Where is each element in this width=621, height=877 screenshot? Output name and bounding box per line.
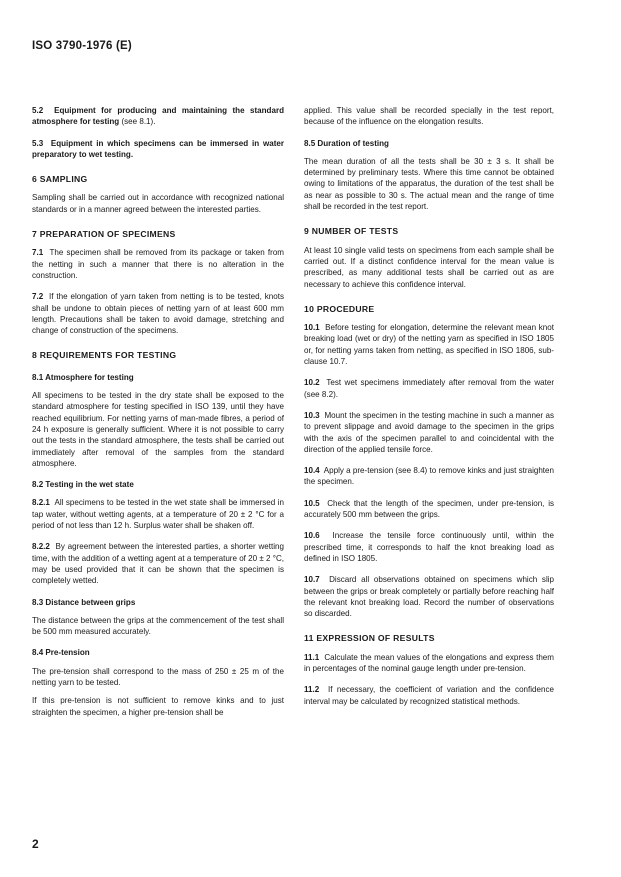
section-heading-preparation: 7 PREPARATION OF SPECIMENS <box>32 229 176 240</box>
clause-number: 10.1 <box>304 323 320 333</box>
paragraph: The distance between the grips at the commencement of the test shall be 500 mm measured accurately. <box>32 615 284 637</box>
clause-text: Increase the tensile force continuously until, within the prescribed time, it corresponds to half the knot breaking load as defined in ISO 1805. <box>304 531 554 563</box>
clause-text: By agreement between the interested parties, a shorter wetting time, with the addition of a wetting agent at a temperature of 20 ± 2 °C, may be used provided that it can be shown that the specimen is completely wetted. <box>32 542 284 586</box>
clause-number: 10.4 <box>304 466 320 476</box>
clause-10-4 <box>304 465 554 488</box>
clause-10-7 <box>304 574 554 619</box>
clause-title: Equipment in which specimens can be immersed in water preparatory to wet testing. <box>32 138 284 159</box>
paragraph: All specimens to be tested in the dry state shall be exposed to the standard atmosphere for testing specified in ISO 139, until they have reached equilibrium. For netting yarns of man-made fibres, a period of 24 h exposure is generally sufficient. Where it is not possible to carry out the tests in the standard atmosphere, the tests shall be carried out immediately after removal of the samples from the standard atmosphere. <box>32 391 284 468</box>
paragraph: At least 10 single valid tests on specimens from each sample shall be carried out. If a distinct confidence interval for the mean value is prescribed, as many additional tests shall be carried out as are necessary to achieve this confidence interval. <box>304 245 554 289</box>
clause-text: Mount the specimen in the testing machine in such a manner as to prevent slippage and avoid damage to the specimen in the grips with the axis of the specimen parallel to and coincidental with the direction of the applied tensile force. <box>304 410 554 454</box>
clause-7-1 <box>32 247 284 281</box>
clause-text: Before testing for elongation, determine the relevant mean knot breaking load (wet or dry) of the netting yarn as specified in ISO 1805 or, for netting yarns taken from netting, as specified in ISO 1806, sub-clause 10.7. <box>304 323 554 367</box>
clause-number: 8.2.2 <box>32 542 50 552</box>
clause-10-5 <box>304 498 554 521</box>
section-heading-number-of-tests: 9 NUMBER OF TESTS <box>304 226 399 237</box>
paragraph-continued: applied. This value shall be recorded specially in the test report, because of the influence on the elongation results. <box>304 106 554 127</box>
paragraph: The mean duration of all the tests shall be 30 ± 3 s. It shall be determined by preliminary tests. Where this time cannot be obtained owing to limitations of the apparatus, the duration of the test shall be as near as possible to 30 s. The actual mean and the range of time shall be recorded in the test report. <box>304 156 554 212</box>
clause-number: 10.6 <box>304 531 320 541</box>
clause-text: Apply a pre-tension (see 8.4) to remove kinks and just straighten the specimen. <box>304 466 554 487</box>
clause-5-3 <box>32 138 284 161</box>
clause-text: If the elongation of yarn taken from netting is to be tested, knots shall be undone to obtain pieces of netting yarn of at least 600 mm length. Precautions shall be taken to avoid damage, stretching and change of construction of the specimens. <box>32 292 284 336</box>
clause-number: 10.7 <box>304 575 320 585</box>
clause-number: 8.2.1 <box>32 498 50 508</box>
clause-number: 11.1 <box>304 652 320 662</box>
page-number: 2 <box>32 837 39 851</box>
clause-10-1 <box>304 322 554 367</box>
clause-text: All specimens to be tested in the wet state shall be immersed in tap water, without wetting agents, at a temperature of 20 ± 2 °C for a period of not less than 12 h. Surplus water shall be shaken off. <box>32 498 284 531</box>
clause-text: Discard all observations obtained on specimens which slip between the grips or break completely or partially before reaching half the relevant knot breaking load. Record the number of observations so discarded. <box>304 575 554 619</box>
right-column <box>304 105 554 707</box>
clause-text: If necessary, the coefficient of variation and the confidence interval may be calculated by recognized statistical methods. <box>304 685 554 706</box>
clause-11-1 <box>304 652 554 675</box>
clause-10-6 <box>304 530 554 564</box>
document-id: ISO 3790-1976 (E) <box>32 40 132 52</box>
clause-number: 5.2 <box>32 106 44 115</box>
clause-10-3 <box>304 410 554 455</box>
subclause-heading: 8.3 Distance between grips <box>32 597 136 607</box>
clause-text: Test wet specimens immediately after removal from the water (see 8.2). <box>304 378 554 399</box>
section-heading-sampling: 6 SAMPLING <box>32 174 88 185</box>
clause-5-2 <box>32 105 284 128</box>
subclause-heading: 8.5 Duration of testing <box>304 138 389 148</box>
clause-text: Check that the length of the specimen, under pre-tension, is accurately 500 mm between the grips. <box>304 498 554 520</box>
clause-11-2 <box>304 684 554 707</box>
clause-number: 5.3 <box>32 138 44 148</box>
clause-number: 7.2 <box>32 292 44 302</box>
paragraph: The pre-tension shall correspond to the mass of 250 ± 25 m of the netting yarn to be tested. <box>32 666 284 687</box>
clause-8-2-2 <box>32 541 284 586</box>
clause-reference: (see 8.1). <box>121 117 156 127</box>
clause-8-2-1 <box>32 497 284 531</box>
paragraph: If this pre-tension is not sufficient to remove kinks and to just straighten the specimen, a higher pre-tension shall be <box>32 696 284 717</box>
subclause-heading: 8.1 Atmosphere for testing <box>32 372 134 382</box>
subclause-heading: 8.2 Testing in the wet state <box>32 480 134 490</box>
clause-number: 7.1 <box>32 248 44 258</box>
clause-text: Calculate the mean values of the elongations and express them in percentages of the nominal gauge length under pre-tension. <box>304 652 554 673</box>
section-heading-expression-of-results: 11 EXPRESSION OF RESULTS <box>304 633 435 644</box>
clause-number: 10.2 <box>304 378 320 388</box>
clause-title: Equipment for producing and maintaining the standard atmosphere for testing <box>32 106 284 127</box>
clause-number: 10.3 <box>304 410 320 420</box>
subclause-heading: 8.4 Pre-tension <box>32 648 90 658</box>
left-column <box>32 105 284 718</box>
clause-number: 10.5 <box>304 498 320 508</box>
section-heading-procedure: 10 PROCEDURE <box>304 303 375 314</box>
paragraph: Sampling shall be carried out in accordance with recognized national standards or in a manner agreed between the interested parties. <box>32 193 284 214</box>
section-heading-requirements: 8 REQUIREMENTS FOR TESTING <box>32 350 177 361</box>
clause-7-2 <box>32 291 284 336</box>
clause-number: 11.2 <box>304 685 320 695</box>
clause-text: The specimen shall be removed from its package or taken from the netting in such a manner that there is no alteration in the construction. <box>32 248 285 280</box>
clause-10-2 <box>304 377 554 400</box>
